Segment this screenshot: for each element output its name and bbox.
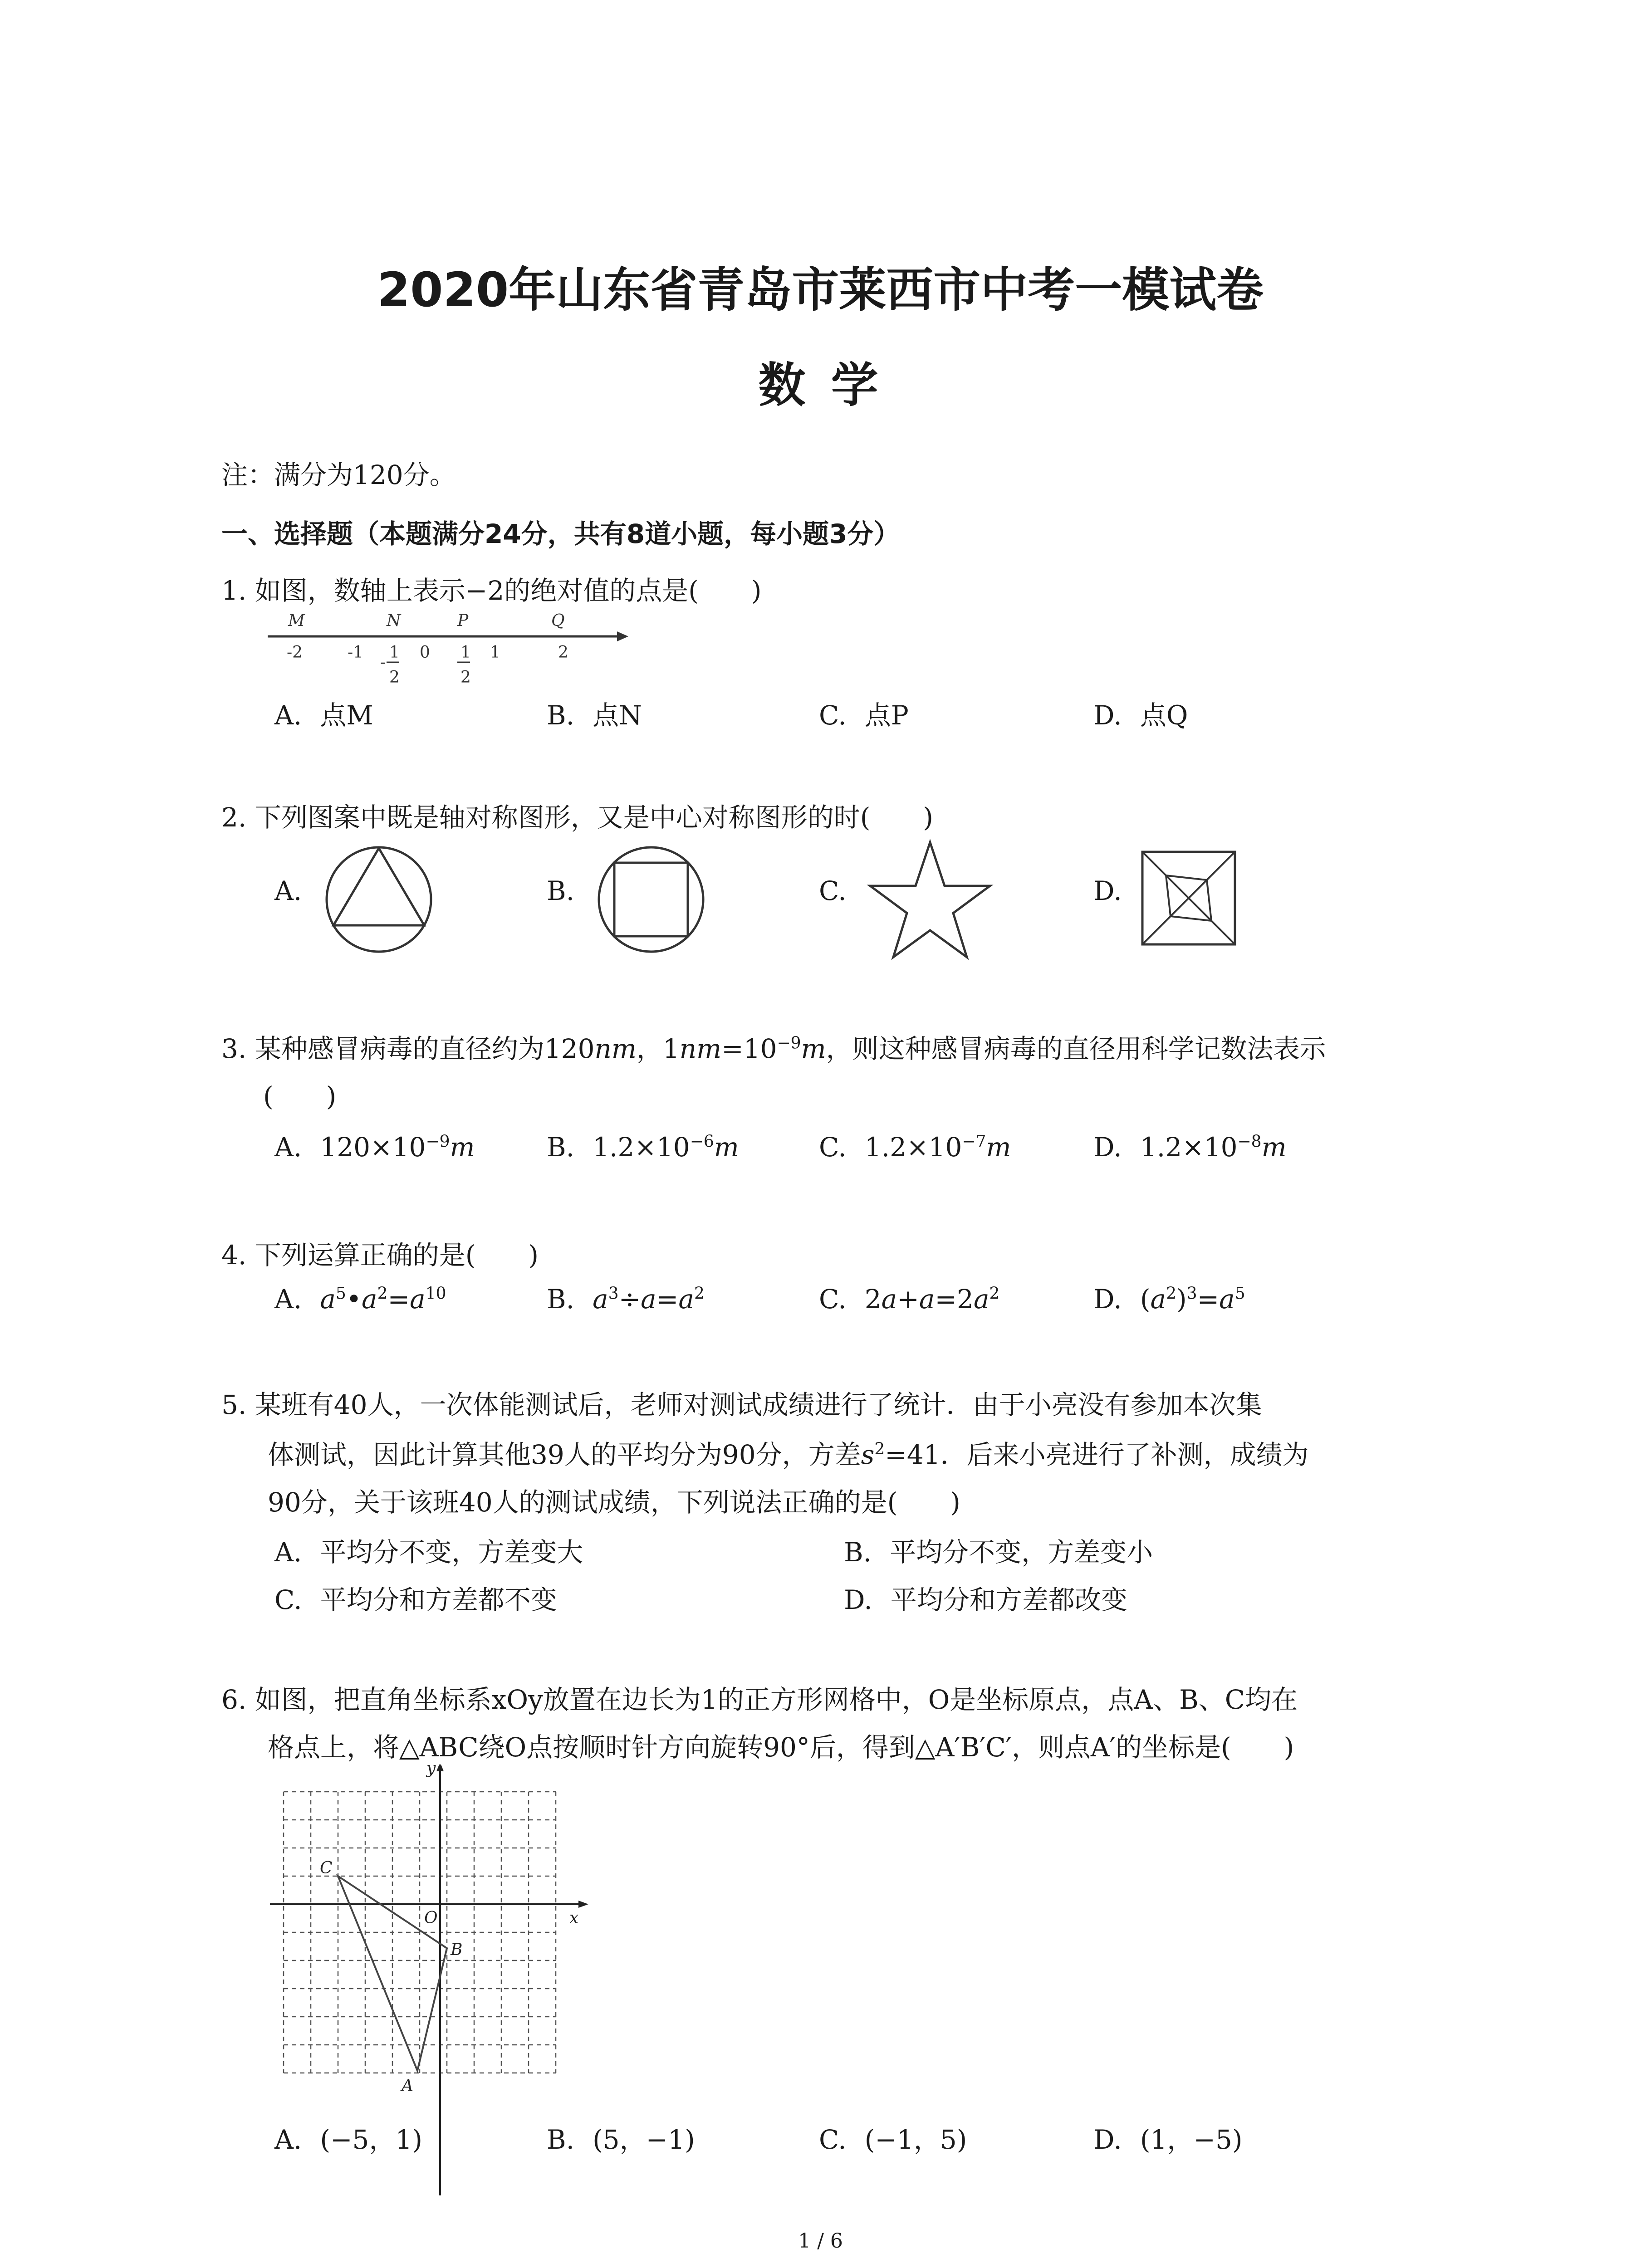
star-figure[interactable] [864, 837, 996, 964]
number-line-arrow [617, 631, 628, 641]
pinwheel-square-figure[interactable] [1139, 848, 1239, 948]
q4-option-c[interactable]: C. $2a+a=2a^2$ [819, 1284, 1000, 1315]
exam-title: 2020年山东省青岛市莱西市中考一模试卷 [377, 262, 1264, 318]
q5-option-a[interactable]: A. 平均分不变，方差变大 [274, 1537, 583, 1568]
question-5-line-2: 体测试，因此计算其他39人的平均分为90分，方差$s^2=41$．后来小亮进行了补测，成绩为 [268, 1439, 1309, 1470]
point-label-n: N [387, 611, 401, 630]
half-denominator: 2 [460, 668, 471, 687]
question-3-stem: 3. 某种感冒病毒的直径约为120nm，$1nm=10^{-9}m$，则这种感冒病毒的直径用科学记数法表示 [221, 1033, 1326, 1064]
question-4-stem: 4. 下列运算正确的是( ) [221, 1240, 539, 1271]
q2-option-c-label[interactable]: C. [819, 875, 847, 906]
y-axis-label: y [426, 1765, 436, 1778]
q1-option-d[interactable]: D. 点Q [1093, 700, 1188, 731]
question-1-stem: 1. 如图，数轴上表示−2的绝对值的点是( ) [221, 575, 762, 606]
q6-option-d[interactable]: D. (1，−5) [1093, 2124, 1243, 2155]
q3-option-d[interactable]: D. $1.2\times 10^{-8}m$ [1093, 1132, 1287, 1163]
q6-option-b[interactable]: B. (5，−1) [547, 2124, 695, 2155]
q2-option-d-label[interactable]: D. [1093, 875, 1122, 906]
q3-option-a[interactable]: A. $120\times 10^{-9}m$ [274, 1132, 475, 1163]
point-label-q: Q [551, 611, 565, 630]
number-line-figure [268, 608, 631, 694]
question-5-line-1: 5. 某班有40人，一次体能测试后，老师对测试成绩进行了统计．由于小亮没有参加本次集 [221, 1389, 1262, 1420]
half-numerator: 1 [460, 643, 471, 662]
point-c-label: C [320, 1859, 333, 1877]
q1-option-a[interactable]: A. 点M [274, 700, 373, 731]
subject-title: 数 学 [758, 357, 883, 413]
q3-option-b[interactable]: B. $1.2\times 10^{-6}m$ [547, 1132, 739, 1163]
tick-label-1: 1 [490, 643, 500, 662]
origin-label: O [424, 1909, 438, 1927]
score-note: 注：满分为120分。 [221, 459, 456, 490]
section-heading: 一、选择题（本题满分24分，共有8道小题，每小题3分） [221, 518, 900, 549]
q1-option-b[interactable]: B. 点N [547, 700, 642, 731]
q5-option-d[interactable]: D. 平均分和方差都改变 [844, 1584, 1127, 1615]
q5-option-c[interactable]: C. 平均分和方差都不变 [274, 1584, 557, 1615]
point-label-m: M [288, 611, 305, 630]
neg-half-numerator: 1 [389, 643, 400, 662]
question-5-line-3: 90分，关于该班40人的测试成绩，下列说法正确的是( ) [268, 1487, 960, 1518]
x-axis-label: x [569, 1909, 579, 1927]
tick-label-neg1: -1 [348, 643, 364, 662]
question-6-line-1: 6. 如图，把直角坐标系xOy放置在边长为1的正方形网格中，O是坐标原点，点A、B、C均在 [221, 1684, 1298, 1715]
circle-square-figure[interactable] [594, 843, 708, 956]
question-3-paren: ( ) [263, 1081, 337, 1112]
point-a-label: A [402, 2077, 413, 2095]
page-number: 1 / 6 [798, 2229, 843, 2253]
q2-option-a-label[interactable]: A. [274, 875, 302, 906]
tick-label-0: 0 [420, 643, 430, 662]
q2-option-b-label[interactable]: B. [547, 875, 575, 906]
point-b-label: B [451, 1941, 463, 1959]
half-neg-sign: - [380, 653, 386, 672]
q4-option-d[interactable]: D. $(a^2)^3=a^5$ [1093, 1284, 1245, 1315]
q6-option-c[interactable]: C. (−1，5) [819, 2124, 967, 2155]
point-label-p: P [457, 611, 469, 630]
q1-option-c[interactable]: C. 点P [819, 700, 909, 731]
q3-option-c[interactable]: C. $1.2\times 10^{-7}m$ [819, 1132, 1011, 1163]
tick-label-2: 2 [558, 643, 568, 662]
q4-option-a[interactable]: A. $a^5•a^2=a^{10}$ [274, 1284, 446, 1315]
question-6-line-2: 格点上，将△ABC绕O点按顺时针方向旋转90°后，得到△A′B′C′，则点A′的坐标是( ) [268, 1732, 1294, 1763]
q4-option-b[interactable]: B. $a^3\div a=a^2$ [547, 1284, 705, 1315]
circle-triangle-figure[interactable] [322, 843, 436, 956]
question-2-stem: 2. 下列图案中既是轴对称图形，又是中心对称图形的时( ) [221, 802, 934, 833]
q5-option-b[interactable]: B. 平均分不变，方差变小 [844, 1537, 1153, 1568]
tick-label-neg2: -2 [287, 643, 303, 662]
q6-option-a[interactable]: A. (−5，1) [274, 2124, 422, 2155]
neg-half-denominator: 2 [389, 668, 400, 687]
